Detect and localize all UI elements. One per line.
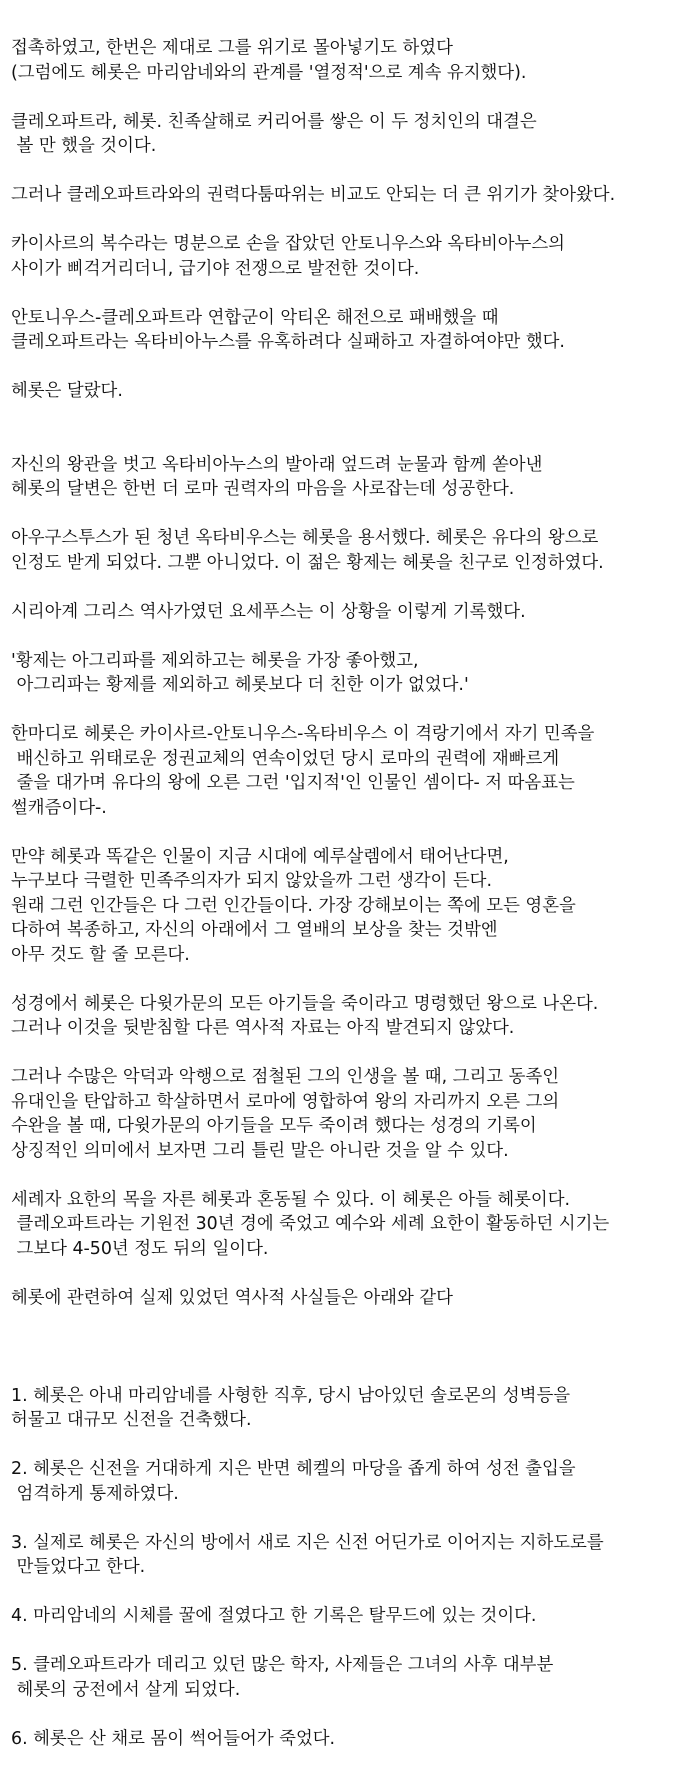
text-line: 사이가 삐걱거리더니, 급기야 전쟁으로 발전한 것이다. <box>11 258 420 279</box>
text-line: 배신하고 위태로운 정권교체의 연속이었던 당시 로마의 권력에 재빠르게 <box>11 748 560 769</box>
blank-line <box>11 624 690 649</box>
text-line: 누구보다 극렬한 민족주의자가 되지 않았을까 그런 생각이 든다. <box>11 871 493 891</box>
blank-line <box>11 698 690 723</box>
text-line: 자신의 왕관을 벗고 옥타비아누스의 발아래 엎드려 눈물과 함께 쏟아낸 <box>11 454 543 475</box>
blank-line <box>11 1335 690 1360</box>
text-line: 접촉하였고, 한번은 제대로 그를 위기로 몰아넣기도 하였다 <box>11 38 453 58</box>
text-line: 아우구스투스가 된 청년 옥타비우스는 헤롯을 용서했다. 헤롯은 유다의 왕으로 <box>11 528 599 548</box>
text-line: 시리아계 그리스 역사가였던 요세푸스는 이 상황을 이렇게 기록했다. <box>11 601 526 622</box>
text-line: 헤롯의 달변은 한번 더 로마 권력자의 마음을 사로잡는데 성공한다. <box>11 479 515 499</box>
text-line: 원래 그런 인간들은 다 그런 인간들이다. 가장 강해보이는 쪽에 모든 영혼을 <box>11 895 576 916</box>
blank-line <box>11 1702 690 1727</box>
blank-line <box>11 1261 690 1286</box>
text-line: 5. 클레오파트라가 데리고 있던 많은 학자, 사제들은 그녀의 사후 대부분 <box>11 1655 554 1675</box>
text-line: 헤롯은 달랐다. <box>11 381 123 401</box>
blank-line <box>11 85 690 110</box>
blank-line <box>11 1041 690 1066</box>
blank-line <box>11 967 690 992</box>
blank-line <box>11 1359 690 1384</box>
blank-line <box>11 281 690 306</box>
blank-line <box>11 820 690 845</box>
text-line: 세례자 요한의 목을 자른 헤롯과 혼동될 수 있다. 이 헤롯은 아들 헤롯이다. <box>11 1189 571 1210</box>
text-line: 그보다 4-50년 정도 뒤의 일이다. <box>11 1238 269 1259</box>
text-line: 클레오파트라, 헤롯. 친족살해로 커리어를 쌓은 이 두 정치인의 대결은 <box>11 111 537 132</box>
blank-line <box>11 355 690 380</box>
text-line: 3. 실제로 헤롯은 자신의 방에서 새로 지은 신전 어딘가로 이어지는 지하도로를 <box>11 1532 604 1553</box>
text-line: 아무 것도 할 줄 모른다. <box>11 944 190 965</box>
text-line: 카이사르의 복수라는 명분으로 손을 잡았던 안토니우스와 옥타비아누스의 <box>11 234 565 254</box>
text-line: 상징적인 의미에서 보자면 그리 틀린 말은 아니란 것을 알 수 있다. <box>11 1140 509 1161</box>
blank-line <box>11 159 690 184</box>
text-line: 한마디로 헤롯은 카이사르-안토니우스-옥타비우스 이 격랑기에서 자기 민족을 <box>11 724 595 744</box>
text-line: 안토니우스-클레오파트라 연합군이 악티온 해전으로 패배했을 때 <box>11 307 499 328</box>
text-line: 줄을 대가며 유다의 왕에 오른 그런 '입지적'인 인물인 셈이다- 저 따옴표는 <box>11 773 575 793</box>
blank-line <box>11 1580 690 1605</box>
text-line: 허물고 대규모 신전을 건축했다. <box>11 1410 252 1430</box>
text-line: 만들었다고 한다. <box>11 1557 146 1577</box>
text-line: '황제는 아그리파를 제외하고는 헤롯을 가장 좋아했고, <box>11 650 419 671</box>
text-line: 성경에서 헤롯은 다윗가문의 모든 아기들을 죽이라고 명령했던 왕으로 나온다. <box>11 993 599 1014</box>
text-line: 썰캐즘이다-. <box>11 797 107 818</box>
blank-line <box>11 208 690 233</box>
text-line: 볼 만 했을 것이다. <box>11 136 157 156</box>
text-line: 2. 헤롯은 신전을 거대하게 지은 반면 헤켈의 마당을 좁게 하여 성전 출입을 <box>11 1459 576 1479</box>
text-line: 그러나 클레오파트라와의 권력다툼따위는 비교도 안되는 더 큰 위기가 찾아왔다. <box>11 185 616 205</box>
text-line: 엄격하게 통제하였다. <box>11 1483 179 1504</box>
text-line: 4. 마리암네의 시체를 꿀에 절였다고 한 기록은 탈무드에 있는 것이다. <box>11 1606 537 1626</box>
text-line: 클레오파트라는 옥타비아누스를 유혹하려다 실패하고 자결하여야만 했다. <box>11 332 565 352</box>
text-line: 헤롯에 관련하여 실제 있었던 역사적 사실들은 아래와 같다 <box>11 1287 453 1308</box>
blank-line <box>11 502 690 527</box>
text-line: 그러나 이것을 뒷받침할 다른 역사적 자료는 아직 발견되지 않았다. <box>11 1018 515 1038</box>
blank-line <box>11 404 690 429</box>
blank-line <box>11 1163 690 1188</box>
text-line: 인정도 받게 되었다. 그뿐 아니었다. 이 젊은 황제는 헤롯을 친구로 인정하였다. <box>11 552 604 573</box>
blank-line <box>11 1506 690 1531</box>
text-line: 그러나 수많은 악덕과 악행으로 점철된 그의 인생을 볼 때, 그리고 동족인 <box>11 1067 559 1087</box>
blank-line <box>11 1629 690 1654</box>
text-line: 유대인을 탄압하고 학살하면서 로마에 영합하여 왕의 자리까지 오른 그의 <box>11 1091 560 1112</box>
text-line: 다하여 복종하고, 자신의 아래에서 그 열배의 보상을 찾는 것밖엔 <box>11 920 498 940</box>
blank-line <box>11 1433 690 1458</box>
blank-line <box>11 575 690 600</box>
text-line: 헤롯의 궁전에서 살게 되었다. <box>11 1679 241 1700</box>
text-line: 클레오파트라는 기원전 30년 경에 죽었고 예수와 세례 요한이 활동하던 시기는 <box>11 1214 610 1234</box>
text-line: 수완을 볼 때, 다윗가문의 아기들을 모두 죽이려 했다는 성경의 기록이 <box>11 1116 537 1136</box>
document-text <box>11 36 690 1751</box>
text-line: 6. 헤롯은 산 채로 몸이 썩어들어가 죽었다. <box>11 1728 336 1749</box>
blank-line <box>11 1310 690 1335</box>
text-line: 1. 헤롯은 아내 마리암네를 사형한 직후, 당시 남아있던 솔로몬의 성벽등을 <box>11 1385 571 1406</box>
text-line: (그럼에도 헤롯은 마리암네와의 관계를 '열정적'으로 계속 유지했다). <box>11 62 527 83</box>
text-line: 만약 헤롯과 똑같은 인물이 지금 시대에 예루살렘에서 태어난다면, <box>11 846 509 867</box>
blank-line <box>11 428 690 453</box>
text-line: 아그리파는 황제를 제외하고 헤롯보다 더 친한 이가 없었다.' <box>11 675 469 695</box>
